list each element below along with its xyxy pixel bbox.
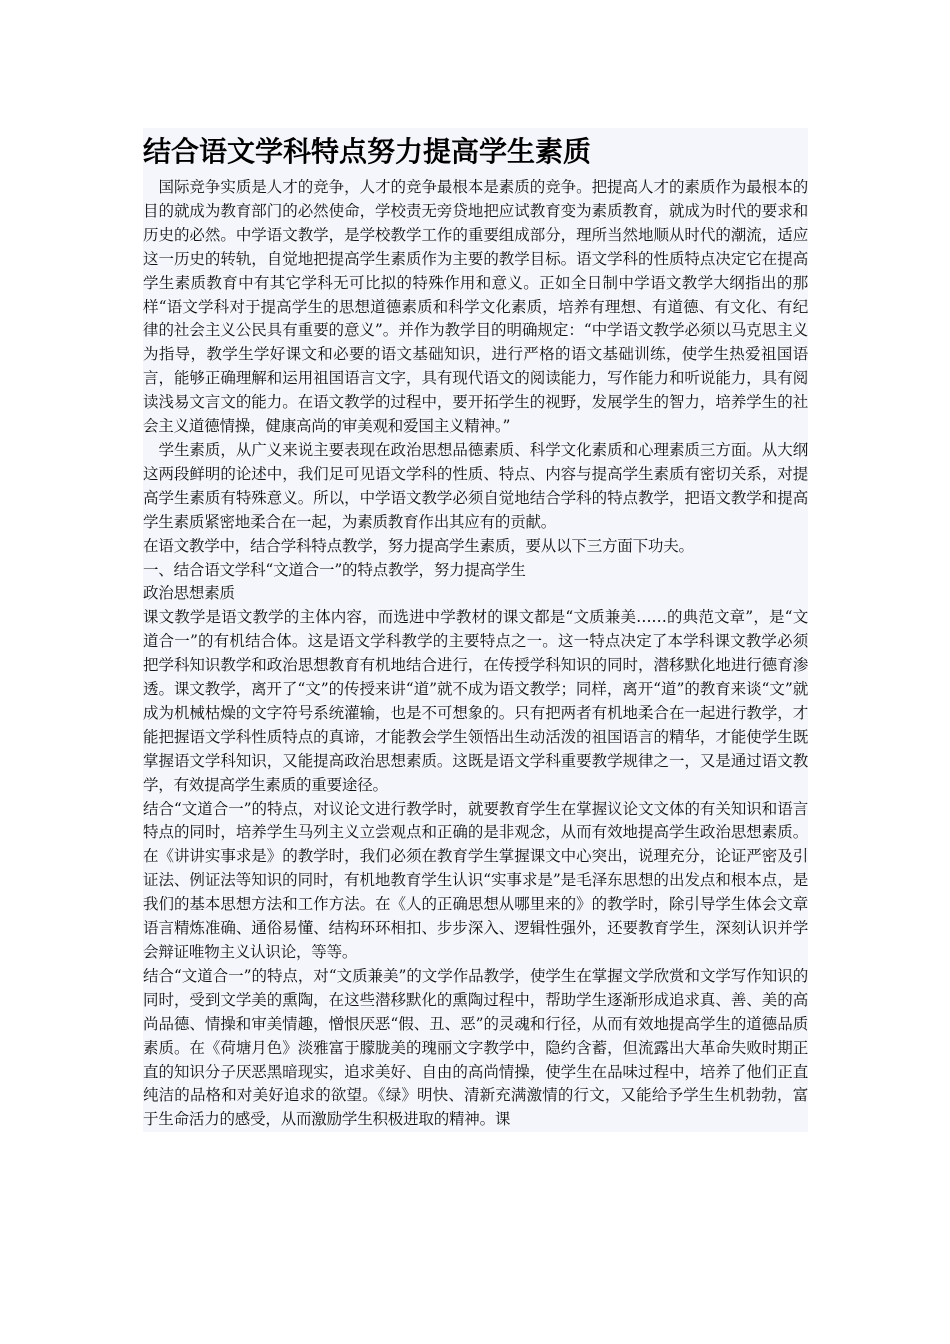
section-heading: 一、结合语文学科“文道合一”的特点教学，努力提高学生 [143, 560, 526, 579]
document-page [143, 128, 808, 1132]
paragraph: 课文教学是语文教学的主体内容，而选进中学教材的课文都是“文质兼美……的典范文章”，是“文道合一”的有机结合体。这是语文学科教学的主要特点之一。这一特点决定了本学科课文教学必须把学科知识教学和政治思想教育有机地结合进行，在传授学科知识的同时，潜移默化地进行德育渗透。课文教学，离开了“文”的传授来讲“道”就不成为语文教学；同样，离开“道”的教育来谈“文”就成为机械枯燥的文字符号系统灌输，也是不可想象的。只有把两者有机地柔合在一起进行教学，才能把握语文学科性质特点的真谛，才能教会学生领悟出生动活泼的祖国语言的精华，才能使学生既掌握语文学科知识，又能提高政治思想素质。这既是语文学科重要教学规律之一，又是通过语文教学，有效提高学生素质的重要途径。 [143, 608, 808, 794]
paragraph: 在语文教学中，结合学科特点教学，努力提高学生素质，要从以下三方面下功夫。 [143, 536, 694, 555]
paragraph: 国际竞争实质是人才的竞争，人才的竞争最根本是素质的竞争。把提高人才的素质作为最根本的目的就成为教育部门的必然使命，学校责无旁贷地把应试教育变为素质教育，就成为时代的要求和历史的必然。中学语文教学，是学校教学工作的重要组成部分，理所当然地顺从时代的潮流，适应这一历史的转轨，自觉地把提高学生素质作为主要的教学目标。语文学科的性质特点决定它在提高学生素质教育中有其它学科无可比拟的特殊作用和意义。正如全日制中学语文教学大纲指出的那样“语文学科对于提高学生的思想道德素质和科学文化素质，培养有理想、有道德、有文化、有纪律的社会主义公民具有重要的意义”。并作为教学目的明确规定：“中学语文教学必须以马克思主义为指导，教学生学好课文和必要的语文基础知识，进行严格的语文基础训练，使学生热爱祖国语言，能够正确理解和运用祖国语言文字，具有现代语文的阅读能力，写作能力和听说能力，具有阅读浅易文言文的能力。在语文教学的过程中，要开拓学生的视野，发展学生的智力，培养学生的社会主义道德情操，健康高尚的审美观和爱国主义精神。” [143, 178, 808, 436]
section-heading-continued: 政治思想素质 [143, 584, 235, 603]
document-title: 结合语文学科特点努力提高学生素质 [143, 135, 592, 168]
document-body [143, 176, 808, 1132]
paragraph: 结合“文道合一”的特点，对“文质兼美”的文学作品教学，使学生在掌握文学欣赏和文学写作知识的同时，受到文学美的熏陶，在这些潜移默化的熏陶过程中，帮助学生逐渐形成追求真、善、美的高尚品德、情操和审美情趣，憎恨厌恶“假、丑、恶”的灵魂和行径，从而有效地提高学生的道德品质素质。在《荷塘月色》淡雅富于朦胧美的瑰丽文字教学中，隐约含蓄，但流露出大革命失败时期正直的知识分子厌恶黑暗现实，追求美好、自由的高尚情操，使学生在品味过程中，培养了他们正直纯洁的品格和对美好追求的欲望。《绿》明快、清新充满激情的行文，又能给予学生生机勃勃，富于生命活力的感受，从而激励学生积极进取的精神。课 [143, 966, 808, 1129]
paragraph: 学生素质，从广义来说主要表现在政治思想品德素质、科学文化素质和心理素质三方面。从大纲这两段鲜明的论述中，我们足可见语文学科的性质、特点、内容与提高学生素质有密切关系，对提高学生素质有特殊意义。所以，中学语文教学必须自觉地结合学科的特点教学，把语文教学和提高学生素质紧密地柔合在一起，为素质教育作出其应有的贡献。 [143, 440, 808, 531]
paragraph: 结合“文道合一”的特点，对议论文进行教学时，就要教育学生在掌握议论文文体的有关知识和语言特点的同时，培养学生马列主义立尝观点和正确的是非观念，从而有效地提高学生政治思想素质。在《讲讲实事求是》的教学时，我们必须在教育学生掌握课文中心突出，说理充分，论证严密及引证法、例证法等知识的同时，有机地教育学生认识“实事求是”是毛泽东思想的出发点和根本点，是我们的基本思想方法和工作方法。在《人的正确思想从哪里来的》的教学时，除引导学生体会文章语言精炼准确、通俗易懂、结构环环相扣、步步深入、逻辑性强外，还要教育学生，深刻认识并学会辩证唯物主义认识论，等等。 [143, 799, 808, 961]
